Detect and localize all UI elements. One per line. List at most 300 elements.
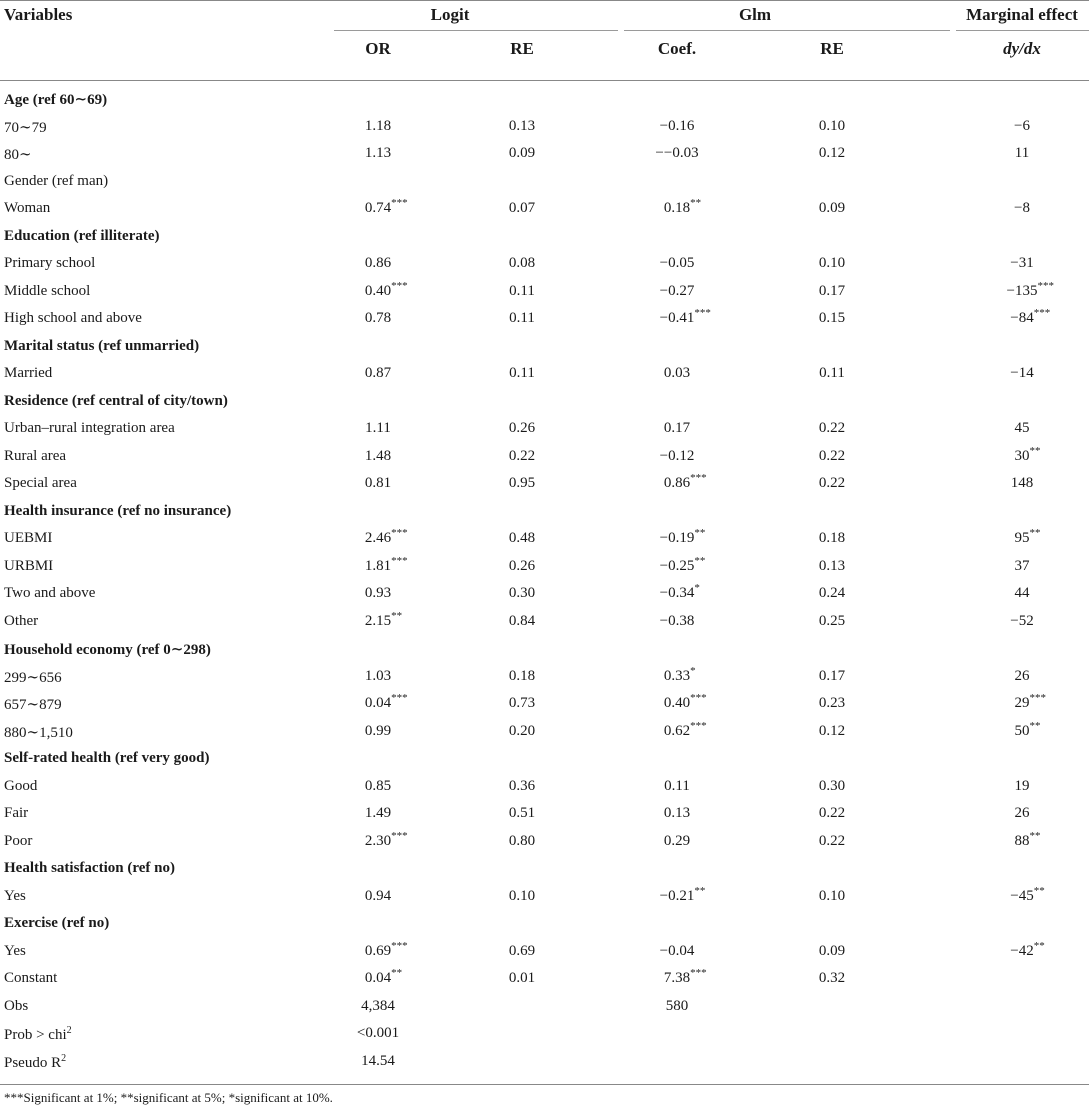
cell-coef-value: −0.05 (659, 255, 695, 271)
cell-re-logit-value: 0.20 (508, 722, 536, 739)
cell-or (365, 723, 391, 740)
row-label-text: 70∼79 (4, 119, 47, 136)
cell-re-glm (819, 805, 845, 822)
table-row (0, 718, 1089, 746)
cell-re-logit (509, 668, 535, 685)
header-coef: Coef. (657, 39, 697, 58)
cell-coef-value: −0.16 (659, 117, 695, 134)
table-row (0, 883, 1089, 911)
cell-or-value: 4,384 (361, 997, 395, 1014)
cell-coef-value: 580 (665, 997, 689, 1014)
cell-marginal-effect-value: −52 (1010, 612, 1034, 629)
cell-marginal-effect-value: −42 (1010, 942, 1034, 959)
significance-stars: ** (1029, 829, 1041, 842)
cell-re-logit-value: 0.26 (508, 557, 536, 574)
row-label-text: 657∼879 (4, 697, 62, 713)
cell-or-value: 1.48 (364, 447, 392, 464)
table-header-groups (0, 0, 1089, 30)
cell-re-glm-value: 0.12 (818, 145, 846, 161)
row-label (4, 255, 95, 272)
cell-or-value: 0.40 (364, 282, 392, 299)
row-label-text: UEBMI (4, 530, 53, 546)
cell-re-glm-value: 0.10 (818, 255, 846, 271)
footnote-text: ***Significant at 1%; **significant at 5%; *significant at 10%. (4, 1090, 333, 1105)
cell-or (364, 939, 408, 960)
table-row (0, 415, 1089, 443)
row-label (4, 915, 109, 932)
significance-stars: ** (391, 967, 403, 979)
table-row (0, 965, 1089, 993)
row-label (4, 338, 199, 355)
cell-or-value: 0.94 (364, 887, 392, 904)
table-section-row (0, 85, 1089, 113)
table-row (0, 773, 1089, 801)
cell-or (365, 145, 391, 162)
cell-or (364, 692, 408, 712)
row-label (4, 283, 90, 300)
cell-re-glm (819, 310, 845, 327)
cell-coef (659, 884, 706, 905)
row-label-text: Age (ref 60∼69) (4, 92, 108, 108)
cell-re-glm-value: 0.15 (818, 310, 846, 326)
cell-marginal-effect (1014, 118, 1030, 135)
row-label-text: Yes (4, 887, 26, 904)
row-label (4, 530, 52, 547)
row-label (4, 613, 38, 630)
cell-re-logit-value: 0.01 (508, 970, 536, 986)
cell-re-logit-value: 0.08 (508, 255, 536, 271)
significance-stars: ** (694, 527, 706, 539)
cell-re-glm (819, 145, 845, 162)
cell-re-logit (509, 943, 535, 960)
cell-or-value: 0.04 (364, 970, 392, 986)
row-label (4, 860, 175, 877)
cell-coef (660, 255, 695, 272)
row-label (4, 558, 53, 575)
table-bottom-rule (0, 1084, 1089, 1085)
cell-or-value: 0.99 (364, 722, 392, 739)
cell-marginal-effect (1011, 475, 1034, 492)
cell-marginal-effect-value: −14 (1010, 365, 1034, 381)
cell-marginal-effect-value: 148 (1010, 475, 1034, 491)
significance-stars: *** (694, 307, 711, 319)
cell-coef (660, 448, 695, 465)
cell-coef (655, 145, 698, 162)
cell-re-glm (819, 118, 845, 135)
cell-marginal-effect (1006, 279, 1054, 300)
cell-or-value: 0.87 (364, 365, 392, 381)
cell-coef-value: −0.34 (659, 585, 695, 601)
cell-coef (663, 197, 702, 217)
cell-coef-value: −0.38 (659, 612, 695, 629)
cell-marginal-effect-value: 45 (1014, 420, 1030, 436)
row-label-text: Yes (4, 942, 26, 959)
significance-stars: *** (391, 197, 408, 209)
cell-or (365, 365, 391, 382)
row-label-text: 80∼ (4, 147, 32, 163)
row-label-text: Special area (4, 475, 77, 491)
cell-coef (660, 283, 695, 300)
cell-re-logit (509, 585, 535, 602)
table-row (0, 993, 1089, 1021)
cell-re-logit-value: 0.11 (509, 365, 535, 381)
cell-coef (660, 943, 695, 960)
cell-or-value: 0.85 (364, 777, 392, 794)
cell-re-glm (819, 585, 845, 602)
cell-re-logit-value: 0.95 (508, 475, 536, 491)
header-variables: Variables (4, 5, 73, 24)
cell-re-logit-value: 0.48 (508, 530, 536, 546)
row-label (4, 200, 50, 217)
cell-re-glm (819, 420, 845, 437)
table-row (0, 580, 1089, 608)
cell-re-logit (509, 723, 535, 740)
cell-or-value: 0.04 (364, 695, 392, 711)
row-label-text: Middle school (4, 282, 91, 299)
row-label-text: Household economy (ref 0∼298) (4, 642, 211, 658)
significance-stars: *** (391, 527, 408, 539)
cell-re-glm (819, 778, 845, 795)
cell-marginal-effect-value: 37 (1014, 557, 1030, 574)
row-label (4, 1053, 66, 1072)
cell-re-glm-value: 0.10 (818, 887, 846, 904)
cell-marginal-effect-value: −84 (1010, 310, 1034, 326)
cell-re-logit-value: 0.07 (508, 200, 536, 216)
cell-marginal-effect (1014, 692, 1046, 712)
cell-marginal-effect-value: 95 (1014, 530, 1030, 546)
cell-coef (666, 998, 689, 1015)
significance-stars: ** (391, 609, 403, 622)
cell-coef (664, 420, 690, 437)
cell-or (365, 475, 391, 492)
cell-re-logit (509, 970, 535, 987)
row-label-text: Pseudo R (4, 1054, 62, 1071)
row-label (4, 805, 28, 822)
cell-re-logit (509, 695, 535, 712)
header-marginal-effect: Marginal effect (966, 5, 1078, 24)
row-label (4, 943, 26, 960)
table-row (0, 828, 1089, 856)
significance-stars: ** (1029, 527, 1041, 539)
table-header-columns (0, 31, 1089, 81)
cell-or-value: 2.30 (364, 832, 392, 849)
cell-or (361, 998, 395, 1015)
row-label-superscript: 2 (61, 1052, 67, 1064)
cell-re-glm (819, 695, 845, 712)
cell-or-value: 0.86 (364, 255, 392, 271)
cell-re-logit-value: 0.11 (509, 282, 535, 299)
cell-coef (664, 833, 690, 850)
cell-re-glm-value: 0.22 (818, 420, 846, 436)
table-row (0, 800, 1089, 828)
cell-re-glm-value: 0.25 (818, 612, 846, 629)
table-row (0, 938, 1089, 966)
cell-marginal-effect (1010, 255, 1033, 272)
cell-or-value: 1.18 (364, 117, 392, 134)
row-label (4, 310, 142, 327)
cell-or-value: 14.54 (361, 1052, 395, 1069)
cell-or (361, 1053, 395, 1070)
cell-or (365, 805, 391, 822)
cell-re-logit (509, 365, 535, 382)
cell-re-glm (819, 200, 845, 217)
cell-coef-value: −0.21 (659, 887, 695, 904)
cell-or (365, 778, 391, 795)
significance-stars: *** (391, 554, 408, 567)
header-glm: Glm (738, 5, 772, 24)
cell-marginal-effect-value: 88 (1014, 832, 1030, 849)
cell-marginal-effect-value: 30 (1014, 447, 1030, 464)
significance-stars: *** (1029, 692, 1046, 704)
cell-re-glm (819, 448, 845, 465)
cell-re-glm-value: 0.09 (818, 942, 846, 959)
cell-or (365, 255, 391, 272)
cell-re-logit (509, 558, 535, 575)
cell-coef-value: 0.33 (663, 667, 691, 684)
cell-or-value: <0.001 (356, 1025, 400, 1041)
row-label-text: Two and above (4, 585, 96, 601)
cell-re-logit-value: 0.51 (508, 805, 536, 821)
significance-stars: ** (694, 884, 706, 897)
row-label (4, 668, 62, 687)
cell-re-logit (509, 145, 535, 162)
significance-stars: *** (391, 939, 408, 952)
cell-or (364, 554, 408, 575)
row-label-text: Obs (4, 997, 29, 1014)
table-row (0, 1020, 1089, 1048)
row-label (4, 173, 108, 190)
cell-or-value: 1.03 (364, 667, 392, 684)
cell-coef-value: 0.13 (663, 805, 691, 821)
cell-marginal-effect (1014, 527, 1041, 547)
cell-re-glm-value: 0.11 (819, 365, 845, 381)
row-label (4, 1025, 72, 1044)
header-logit: Logit (430, 5, 470, 24)
row-label-text: Residence (ref central of city/town) (4, 392, 228, 409)
table-row (0, 525, 1089, 553)
row-label-text: Poor (4, 832, 33, 849)
cell-re-logit-value: 0.69 (508, 942, 536, 959)
cell-marginal-effect (1015, 145, 1029, 162)
cell-re-logit (509, 255, 535, 272)
cell-re-glm-value: 0.22 (818, 805, 846, 821)
row-label (4, 998, 28, 1015)
cell-coef (659, 527, 706, 547)
row-label-text: Fair (4, 805, 29, 821)
cell-coef (659, 582, 700, 602)
row-label (4, 365, 52, 382)
row-label (4, 833, 32, 850)
cell-coef-value: 0.17 (663, 420, 691, 436)
cell-re-glm (819, 475, 845, 492)
cell-coef-value: −0.27 (659, 282, 695, 299)
row-label (4, 420, 175, 437)
cell-or-value: 1.81 (364, 557, 392, 574)
cell-re-glm-value: 0.12 (818, 722, 846, 739)
row-label (4, 90, 107, 109)
cell-re-logit (509, 420, 535, 437)
cell-coef (663, 967, 707, 987)
cell-re-glm (819, 668, 845, 685)
row-label-text: Exercise (ref no) (4, 915, 110, 931)
cell-re-glm (819, 283, 845, 300)
row-label-text: 299∼656 (4, 669, 62, 686)
table-row (0, 1048, 1089, 1076)
cell-re-glm-value: 0.13 (818, 557, 846, 574)
cell-coef-value: 0.62 (663, 722, 691, 739)
row-label-text: Marital status (ref unmarried) (4, 337, 200, 354)
cell-or (365, 888, 391, 905)
table-row (0, 608, 1089, 636)
cell-re-logit-value: 0.09 (508, 145, 536, 161)
cell-re-logit (509, 613, 535, 630)
row-label-text: High school and above (4, 310, 142, 326)
cell-marginal-effect-value: 50 (1014, 722, 1030, 739)
cell-or (365, 448, 391, 465)
row-label-text: Health satisfaction (ref no) (4, 860, 175, 876)
cell-re-logit-value: 0.18 (508, 667, 536, 684)
cell-coef (660, 613, 695, 630)
cell-marginal-effect (1014, 200, 1030, 217)
cell-marginal-effect-value: −31 (1010, 255, 1034, 271)
cell-marginal-effect-value: 44 (1014, 585, 1030, 601)
cell-or (365, 118, 391, 135)
significance-stars: *** (1033, 307, 1051, 319)
cell-or-value: 0.74 (364, 200, 392, 216)
cell-coef (664, 805, 690, 822)
cell-re-logit-value: 0.73 (508, 695, 536, 711)
cell-or (365, 585, 391, 602)
cell-or-value: 1.49 (364, 805, 392, 821)
cell-coef (663, 472, 707, 492)
cell-marginal-effect (1015, 668, 1030, 685)
cell-or-value: 1.13 (364, 145, 392, 161)
row-label-text: Other (4, 612, 39, 629)
row-label (4, 228, 160, 245)
cell-re-glm (819, 723, 845, 740)
row-label-text: Rural area (4, 447, 67, 464)
table-section-row (0, 635, 1089, 663)
cell-re-glm (819, 888, 845, 905)
cell-re-logit (509, 283, 535, 300)
cell-re-glm (819, 613, 845, 630)
significance-footnote (4, 1090, 333, 1106)
cell-marginal-effect (1010, 365, 1033, 382)
table-row (0, 168, 1089, 196)
significance-stars: ** (1033, 939, 1045, 952)
cell-or-value: 1.11 (365, 420, 391, 436)
cell-coef (663, 719, 707, 740)
row-label (4, 145, 32, 164)
row-label (4, 503, 231, 520)
row-label (4, 475, 77, 492)
cell-re-glm-value: 0.17 (818, 667, 846, 684)
cell-re-logit-value: 0.10 (508, 887, 536, 904)
cell-re-logit-value: 0.13 (508, 117, 536, 134)
row-label (4, 970, 57, 987)
row-label-text: Self-rated health (ref very good) (4, 750, 210, 766)
cell-re-logit-value: 0.84 (508, 612, 536, 629)
cell-or-value: 2.46 (364, 530, 392, 546)
cell-re-glm-value: 0.23 (818, 695, 846, 711)
table-row (0, 663, 1089, 691)
row-label (4, 750, 210, 767)
header-re-glm: RE (820, 39, 844, 58)
cell-re-logit (509, 530, 535, 547)
cell-marginal-effect (1014, 829, 1041, 850)
table-row (0, 250, 1089, 278)
table-row (0, 443, 1089, 471)
table-row (0, 113, 1089, 141)
significance-stars: *** (391, 279, 408, 292)
table-row (0, 278, 1089, 306)
cell-re-glm (819, 530, 845, 547)
table-section-row (0, 388, 1089, 416)
cell-re-logit-value: 0.30 (508, 585, 536, 601)
significance-stars: ** (1029, 719, 1041, 732)
cell-or (365, 420, 391, 437)
cell-marginal-effect (1010, 884, 1045, 905)
cell-coef-value: −−0.03 (655, 145, 699, 161)
significance-stars: *** (690, 719, 707, 732)
cell-re-glm (819, 255, 845, 272)
cell-coef (664, 778, 690, 795)
cell-marginal-effect (1015, 778, 1030, 795)
table-section-row (0, 855, 1089, 883)
row-label (4, 695, 62, 714)
table-section-row (0, 910, 1089, 938)
table-row (0, 140, 1089, 168)
row-label-text: Woman (4, 200, 51, 216)
row-label (4, 118, 47, 137)
cell-or-value: 0.81 (364, 475, 392, 491)
cell-coef-value: 0.29 (663, 832, 691, 849)
row-label-text: Prob > chi (4, 1027, 67, 1043)
cell-marginal-effect-value: 19 (1014, 777, 1030, 794)
row-label-text: Primary school (4, 255, 96, 271)
significance-stars: *** (1037, 279, 1054, 292)
significance-stars: *** (391, 692, 408, 704)
cell-coef-value: −0.19 (659, 530, 695, 546)
cell-coef (659, 554, 706, 575)
cell-marginal-effect (1010, 939, 1045, 960)
cell-re-logit (509, 475, 535, 492)
cell-marginal-effect (1010, 613, 1033, 630)
cell-coef-value: 0.40 (663, 695, 691, 711)
cell-re-glm-value: 0.22 (818, 447, 846, 464)
cell-re-glm-value: 0.24 (818, 585, 846, 601)
cell-or-value: 0.69 (364, 942, 392, 959)
cell-re-logit (509, 778, 535, 795)
cell-coef (664, 365, 690, 382)
cell-marginal-effect (1015, 558, 1030, 575)
cell-coef-value: −0.04 (659, 942, 695, 959)
cell-or (364, 197, 408, 217)
cell-marginal-effect-value: −6 (1014, 117, 1030, 134)
cell-re-glm-value: 0.22 (818, 475, 846, 491)
header-dydx: dy/dx (1003, 39, 1041, 58)
row-label-text: Education (ref illiterate) (4, 227, 160, 244)
cell-or-value: 2.15 (364, 612, 392, 629)
cell-re-logit (509, 310, 535, 327)
cell-marginal-effect-value: 11 (1014, 145, 1030, 161)
cell-re-logit (509, 888, 535, 905)
cell-marginal-effect-value: −8 (1014, 200, 1030, 216)
row-label-superscript: 2 (66, 1025, 72, 1036)
cell-marginal-effect (1015, 585, 1030, 602)
table-row (0, 690, 1089, 718)
cell-marginal-effect-value: 26 (1014, 805, 1030, 821)
